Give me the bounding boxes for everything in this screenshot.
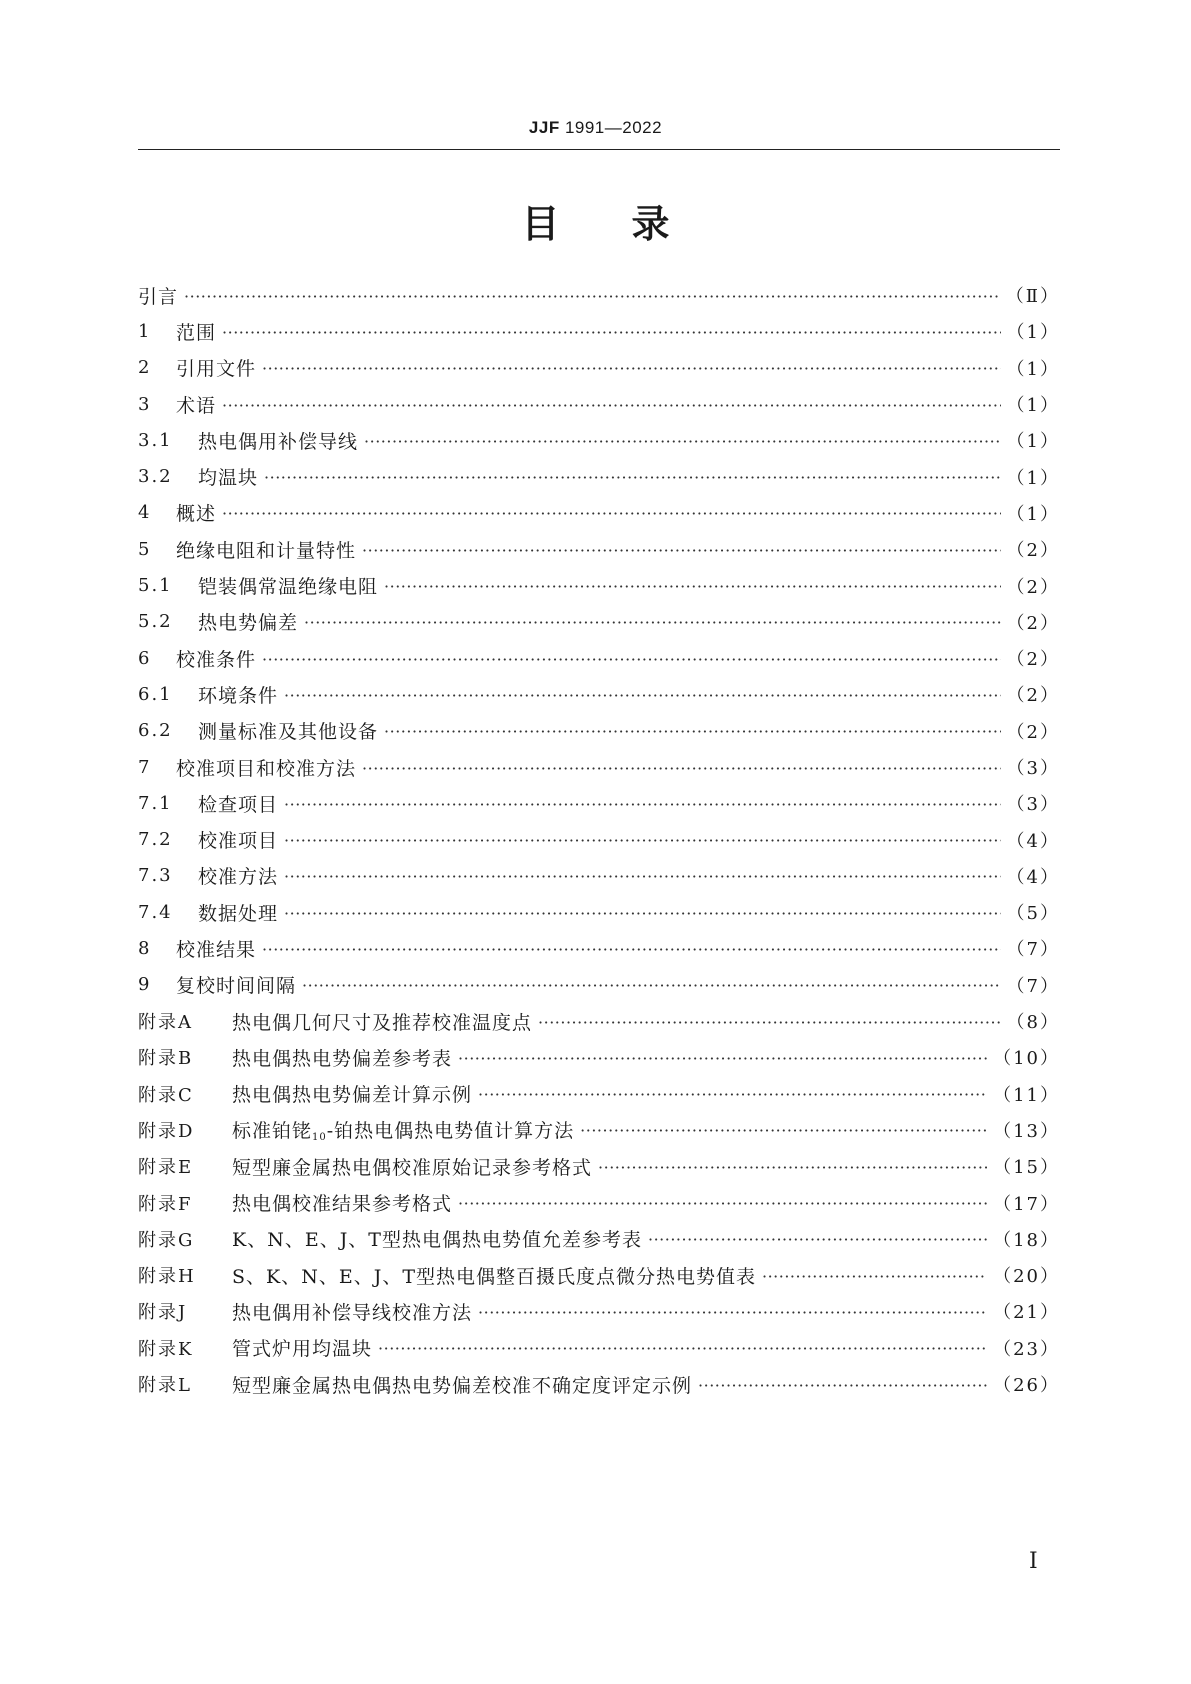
toc-leader-dots <box>478 1085 987 1104</box>
toc-entry-page: （7） <box>1006 939 1060 961</box>
toc-entry-number: 6.1 <box>138 683 173 705</box>
toc-entry-number: 附录D <box>138 1120 195 1142</box>
toc-entry-title <box>232 1298 472 1325</box>
toc-entry[interactable] <box>138 1293 1060 1329</box>
toc-entry-title <box>176 971 296 998</box>
toc-entry[interactable] <box>138 1003 1060 1039</box>
toc-entry-page: （20） <box>993 1266 1060 1288</box>
toc-entry-title <box>198 681 278 708</box>
toc-entry-number: 7 <box>138 756 152 778</box>
toc-leader-dots <box>302 976 1001 995</box>
toc-entry-title-text: 引用文件 <box>176 358 257 381</box>
toc-leader-dots <box>304 613 1001 632</box>
toc-entry-title-text: 引言 <box>138 285 179 308</box>
toc-entry[interactable] <box>138 749 1060 785</box>
toc-entry-title <box>232 1334 372 1361</box>
toc-leader-dots <box>284 686 1001 705</box>
toc-entry-number: 7.2 <box>138 829 173 851</box>
toc-entry-title-text: 绝缘电阻和计量特性 <box>176 539 357 562</box>
toc-entry-number: 8 <box>138 937 152 959</box>
toc-entry-number: 2 <box>138 357 152 379</box>
toc-entry-number: 5.1 <box>138 575 173 597</box>
table-of-contents <box>138 277 1060 1402</box>
toc-entry-number: 7.3 <box>138 865 173 887</box>
header-rule <box>138 149 1060 150</box>
toc-entry-title-text: 校准方法 <box>198 866 279 889</box>
toc-entry[interactable] <box>138 894 1060 930</box>
toc-leader-dots <box>362 759 1001 778</box>
toc-entry-page: （7） <box>1006 975 1060 997</box>
toc-entry-page: （26） <box>993 1375 1060 1397</box>
toc-entry-title-text: 短型廉金属热电偶热电势偏差校准不确定度评定示例 <box>232 1374 693 1397</box>
standard-code: JJF <box>528 118 560 137</box>
toc-entry-title-text: -铂热电偶热电势值计算方法 <box>326 1120 575 1143</box>
toc-entry-number: 附录G <box>138 1229 195 1251</box>
toc-entry-page: （5） <box>1006 903 1060 925</box>
toc-entry-title <box>176 499 216 526</box>
toc-entry-title-text: 短型廉金属热电偶校准原始记录参考格式 <box>232 1156 593 1179</box>
toc-entry-page: （4） <box>1006 830 1060 852</box>
toc-entry-title <box>198 826 278 853</box>
toc-entry-number: 附录J <box>138 1302 188 1324</box>
toc-entry-title <box>198 463 258 490</box>
toc-entry-title-text: 热电偶热电势偏差计算示例 <box>232 1084 473 1107</box>
toc-entry-title <box>232 1189 452 1216</box>
toc-entry-page: （1） <box>1006 503 1060 525</box>
toc-entry-number: 1 <box>138 320 152 342</box>
toc-entry-title-text: 校准结果 <box>176 938 257 961</box>
toc-entry-title <box>198 572 378 599</box>
toc-leader-dots <box>284 904 1001 923</box>
toc-entry-title <box>198 790 278 817</box>
toc-entry-title-text: 均温块 <box>198 467 259 490</box>
toc-leader-dots <box>478 1303 987 1322</box>
toc-leader-dots <box>458 1049 987 1068</box>
toc-entry-title <box>176 391 216 418</box>
toc-entry-title <box>232 1008 532 1035</box>
toc-entry-page: （2） <box>1006 576 1060 598</box>
toc-entry-title-text: 概述 <box>176 503 217 526</box>
toc-leader-dots <box>364 432 1001 451</box>
toc-entry-number: 附录B <box>138 1048 194 1070</box>
toc-entry-number: 6.2 <box>138 720 173 742</box>
toc-entry-title-text: S、K、N、E、J、T型热电偶整百摄氏度点微分热电势值表 <box>232 1265 756 1288</box>
toc-entry-title-text: 标准铂铑 <box>232 1120 313 1143</box>
toc-entry[interactable] <box>138 713 1060 749</box>
toc-entry-number: 3 <box>138 393 152 415</box>
toc-entry-page: （Ⅱ） <box>1005 286 1060 308</box>
toc-entry-title-text: 检查项目 <box>198 793 279 816</box>
toc-entry[interactable] <box>138 567 1060 603</box>
toc-entry-title-text: K、N、E、J、T型热电偶热电势值允差参考表 <box>232 1229 642 1252</box>
toc-entry-title <box>198 717 378 744</box>
toc-leader-dots <box>262 650 1001 669</box>
toc-entry-title <box>232 1044 452 1071</box>
toc-entry-number: 3.2 <box>138 466 173 488</box>
toc-entry-number: 附录K <box>138 1338 194 1360</box>
page-title: 目录 <box>521 202 742 246</box>
toc-entry[interactable] <box>138 495 1060 531</box>
toc-entry[interactable] <box>138 640 1060 676</box>
toc-entry-number: 附录H <box>138 1266 196 1288</box>
toc-leader-dots <box>580 1121 987 1140</box>
toc-leader-dots <box>222 504 1001 523</box>
toc-leader-dots <box>384 722 1001 741</box>
toc-entry[interactable] <box>138 1076 1060 1112</box>
toc-entry[interactable] <box>138 821 1060 857</box>
toc-leader-dots <box>384 577 1001 596</box>
toc-entry-page: （23） <box>993 1338 1060 1360</box>
toc-entry-title <box>232 1225 642 1252</box>
toc-entry-page: （18） <box>993 1229 1060 1251</box>
toc-entry-title-text: 校准项目和校准方法 <box>176 757 357 780</box>
toc-entry-page: （13） <box>993 1120 1060 1142</box>
running-header <box>0 118 1191 138</box>
toc-entry-title-text: 校准条件 <box>176 648 257 671</box>
toc-entry[interactable] <box>138 313 1060 349</box>
toc-entry-number: 9 <box>138 974 152 996</box>
toc-entry-title <box>232 1262 756 1289</box>
toc-entry-title-text: 数据处理 <box>198 902 279 925</box>
toc-entry-number: 7.4 <box>138 901 173 923</box>
toc-entry-title-text: 热电偶用补偿导线校准方法 <box>232 1301 473 1324</box>
toc-entry-number: 附录E <box>138 1157 194 1179</box>
toc-entry-title-text: 管式炉用均温块 <box>232 1338 373 1361</box>
toc-entry-title <box>198 427 358 454</box>
toc-entry-number: 附录C <box>138 1084 194 1106</box>
toc-entry-page: （2） <box>1006 721 1060 743</box>
toc-leader-dots <box>284 831 1001 850</box>
toc-entry-page: （8） <box>1006 1012 1060 1034</box>
toc-entry[interactable] <box>138 1330 1060 1366</box>
toc-entry-page: （21） <box>993 1302 1060 1324</box>
toc-leader-dots <box>762 1267 987 1286</box>
toc-leader-dots <box>262 359 1001 378</box>
toc-entry-title-text: 热电偶热电势偏差参考表 <box>232 1047 453 1070</box>
toc-leader-dots <box>222 323 1001 342</box>
toc-entry[interactable] <box>138 1184 1060 1220</box>
toc-leader-dots <box>458 1194 987 1213</box>
toc-entry-number: 5.2 <box>138 611 173 633</box>
toc-entry-title <box>176 536 356 563</box>
toc-entry-title-text: 环境条件 <box>198 684 279 707</box>
toc-entry[interactable] <box>138 1366 1060 1402</box>
toc-entry-page: （2） <box>1006 685 1060 707</box>
toc-entry-page: （15） <box>993 1157 1060 1179</box>
toc-entry-title <box>232 1153 592 1180</box>
toc-leader-dots <box>262 940 1001 959</box>
toc-entry-title <box>176 318 216 345</box>
toc-leader-dots <box>538 1013 1001 1032</box>
toc-entry-number: 附录A <box>138 1012 193 1034</box>
toc-entry-title-text: 术语 <box>176 394 217 417</box>
toc-entry-number: 5 <box>138 538 152 560</box>
toc-entry[interactable] <box>138 458 1060 494</box>
toc-entry-number: 6 <box>138 647 152 669</box>
toc-entry-title <box>232 1080 472 1107</box>
toc-entry-title <box>198 862 278 889</box>
toc-entry-page: （2） <box>1006 540 1060 562</box>
toc-entry[interactable] <box>138 785 1060 821</box>
toc-entry-title <box>198 608 298 635</box>
toc-leader-dots <box>222 396 1001 415</box>
toc-entry-page: （1） <box>1006 467 1060 489</box>
toc-entry[interactable] <box>138 604 1060 640</box>
toc-leader-dots <box>284 867 1001 886</box>
toc-entry[interactable] <box>138 1112 1060 1148</box>
page-number: Ⅰ <box>1029 1549 1038 1574</box>
toc-entry-page: （3） <box>1006 794 1060 816</box>
toc-entry[interactable] <box>138 930 1060 966</box>
toc-entry-page: （4） <box>1006 866 1060 888</box>
toc-leader-dots <box>264 468 1001 487</box>
toc-entry-page: （1） <box>1006 322 1060 344</box>
toc-entry-title <box>176 935 256 962</box>
toc-entry-page: （10） <box>993 1048 1060 1070</box>
toc-entry-title <box>198 899 278 926</box>
toc-leader-dots <box>184 287 1000 306</box>
toc-entry-page: （11） <box>993 1084 1060 1106</box>
toc-entry[interactable] <box>138 1148 1060 1184</box>
toc-entry-title-text: 测量标准及其他设备 <box>198 721 379 744</box>
toc-entry-page: （1） <box>1006 395 1060 417</box>
toc-entry-page: （1） <box>1006 431 1060 453</box>
toc-entry[interactable] <box>138 676 1060 712</box>
toc-entry[interactable] <box>138 1221 1060 1257</box>
toc-leader-dots <box>598 1158 987 1177</box>
toc-entry[interactable] <box>138 967 1060 1003</box>
toc-entry-number: 附录F <box>138 1193 193 1215</box>
toc-entry-title-text: 复校时间间隔 <box>176 975 297 998</box>
toc-entry[interactable] <box>138 350 1060 386</box>
toc-entry-title-text: 范围 <box>176 321 217 344</box>
toc-entry-page: （1） <box>1006 358 1060 380</box>
toc-entry-title <box>138 282 178 309</box>
toc-leader-dots <box>698 1376 987 1395</box>
toc-entry-title-text: 铠装偶常温绝缘电阻 <box>198 576 379 599</box>
toc-entry-number: 3.1 <box>138 429 173 451</box>
toc-entry-number: 附录L <box>138 1375 192 1397</box>
toc-entry[interactable] <box>138 531 1060 567</box>
toc-entry-title <box>232 1371 692 1398</box>
toc-entry-page: （17） <box>993 1193 1060 1215</box>
toc-entry[interactable] <box>138 858 1060 894</box>
toc-entry-title-text: 热电偶校准结果参考格式 <box>232 1193 453 1216</box>
toc-entry-title-text: 热电偶几何尺寸及推荐校准温度点 <box>232 1011 533 1034</box>
toc-entry[interactable] <box>138 422 1060 458</box>
toc-entry-title <box>176 754 356 781</box>
toc-entry-number: 7.1 <box>138 792 173 814</box>
toc-entry[interactable] <box>138 1257 1060 1293</box>
toc-leader-dots <box>284 795 1001 814</box>
toc-entry-title-text: 热电偶用补偿导线 <box>198 430 359 453</box>
toc-entry-subscript: 10 <box>312 1132 327 1144</box>
toc-entry-number: 4 <box>138 502 152 524</box>
toc-entry[interactable] <box>138 277 1060 313</box>
toc-leader-dots <box>378 1339 987 1358</box>
toc-entry-title <box>232 1116 574 1143</box>
toc-entry-title <box>176 354 256 381</box>
toc-entry-page: （2） <box>1006 612 1060 634</box>
toc-entry[interactable] <box>138 386 1060 422</box>
toc-entry[interactable] <box>138 1039 1060 1075</box>
toc-leader-dots <box>362 541 1001 560</box>
toc-leader-dots <box>648 1230 987 1249</box>
standard-number: 1991—2022 <box>564 118 663 137</box>
toc-entry-page: （2） <box>1006 649 1060 671</box>
toc-entry-title <box>176 645 256 672</box>
toc-entry-title-text: 热电势偏差 <box>198 612 299 635</box>
toc-entry-title-text: 校准项目 <box>198 830 279 853</box>
toc-entry-page: （3） <box>1006 758 1060 779</box>
